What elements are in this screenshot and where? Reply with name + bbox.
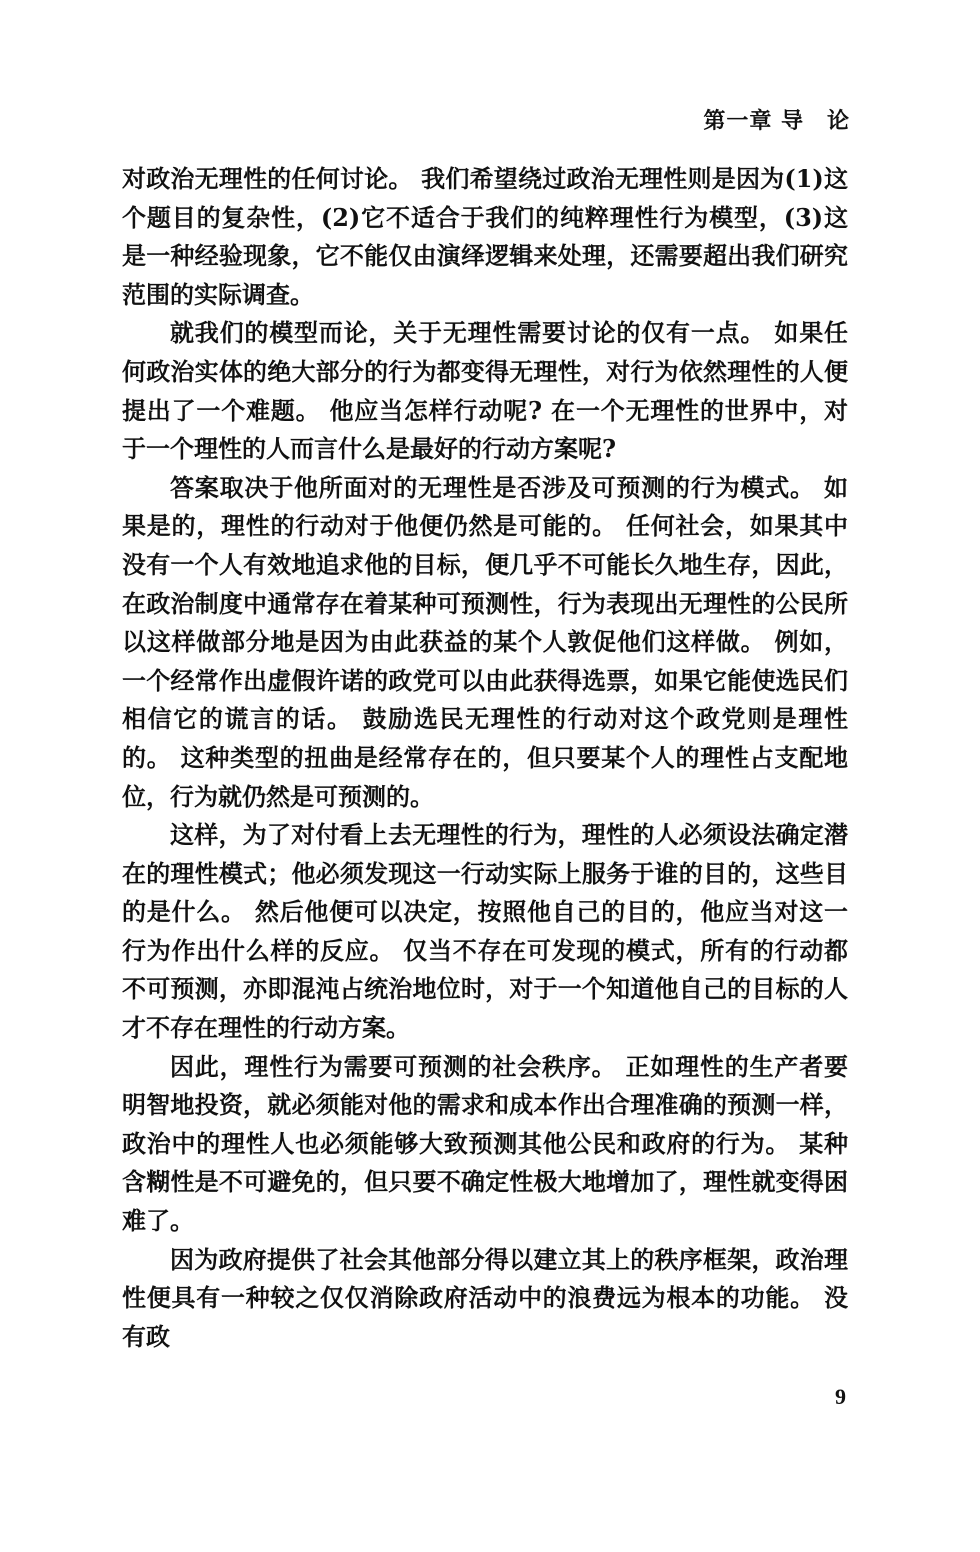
running-head: 第一章 导 论 bbox=[703, 109, 850, 134]
paragraph: 答案取决于他所面对的无理性是否涉及可预测的行为模式。 如果是的，理性的行动对于他便仍然是可能的。 任何社会，如果其中没有一个人有效地追求他的目标，便几乎不可能长久地生存，因此，在政治制度中通常存在着某种可预测性，行为表现出无理性的公民所以这样做部分地是因为由此获益的某个人敦促他们这样做。 例如，一个经常作出虚假许诺的政党可以由此获得选票，如果它能使选民们相信它的谎言的话。 鼓励选民无理性的行动对这个政党则是理性的。 这种类型的扭曲是经常存在的，但只要某个人的理性占支配地位，行为就仍然是可预测的。 bbox=[122, 472, 848, 811]
paragraph: 因为政府提供了社会其他部分得以建立其上的秩序框架，政治理性便具有一种较之仅仅消除政府活动中的浪费远为根本的功能。 没有政 bbox=[122, 1244, 848, 1351]
paragraph: 这样，为了对付看上去无理性的行为，理性的人必须设法确定潜在的理性模式；他必须发现这一行动实际上服务于谁的目的，这些目的是什么。 然后他便可以决定，按照他自己的目的，他应当对这一行为作出什么样的反应。 仅当不存在可发现的模式，所有的行动都不可预测，亦即混沌占统治地位时，对于一个知道他自己的目标的人才不存在理性的行动方案。 bbox=[122, 820, 848, 1043]
page-number: 9 bbox=[835, 1384, 846, 1409]
paragraph: 就我们的模型而论，关于无理性需要讨论的仅有一点。 如果任何政治实体的绝大部分的行为都变得无理性，对行为依然理性的人便提出了一个难题。 他应当怎样行动呢? 在一个无理性的世界中，对于一个理性的人而言什么是最好的行动方案呢? bbox=[122, 318, 848, 464]
paragraph: 因此，理性行为需要可预测的社会秩序。 正如理性的生产者要明智地投资，就必须能对他的需求和成本作出合理准确的预测一样，政治中的理性人也必须能够大致预测其他公民和政府的行为。 某种含糊性是不可避免的，但只要不确定性极大地增加了，理性就变得困难了。 bbox=[122, 1051, 848, 1236]
body-text bbox=[122, 160, 848, 1356]
paragraph: 对政治无理性的任何讨论。 我们希望绕过政治无理性则是因为(1)这个题目的复杂性，(2)它不适合于我们的纯粹理性行为模型，(3)这是一种经验现象，它不能仅由演绎逻辑来处理，还需要超出我们研究范围的实际调查。 bbox=[122, 164, 848, 309]
